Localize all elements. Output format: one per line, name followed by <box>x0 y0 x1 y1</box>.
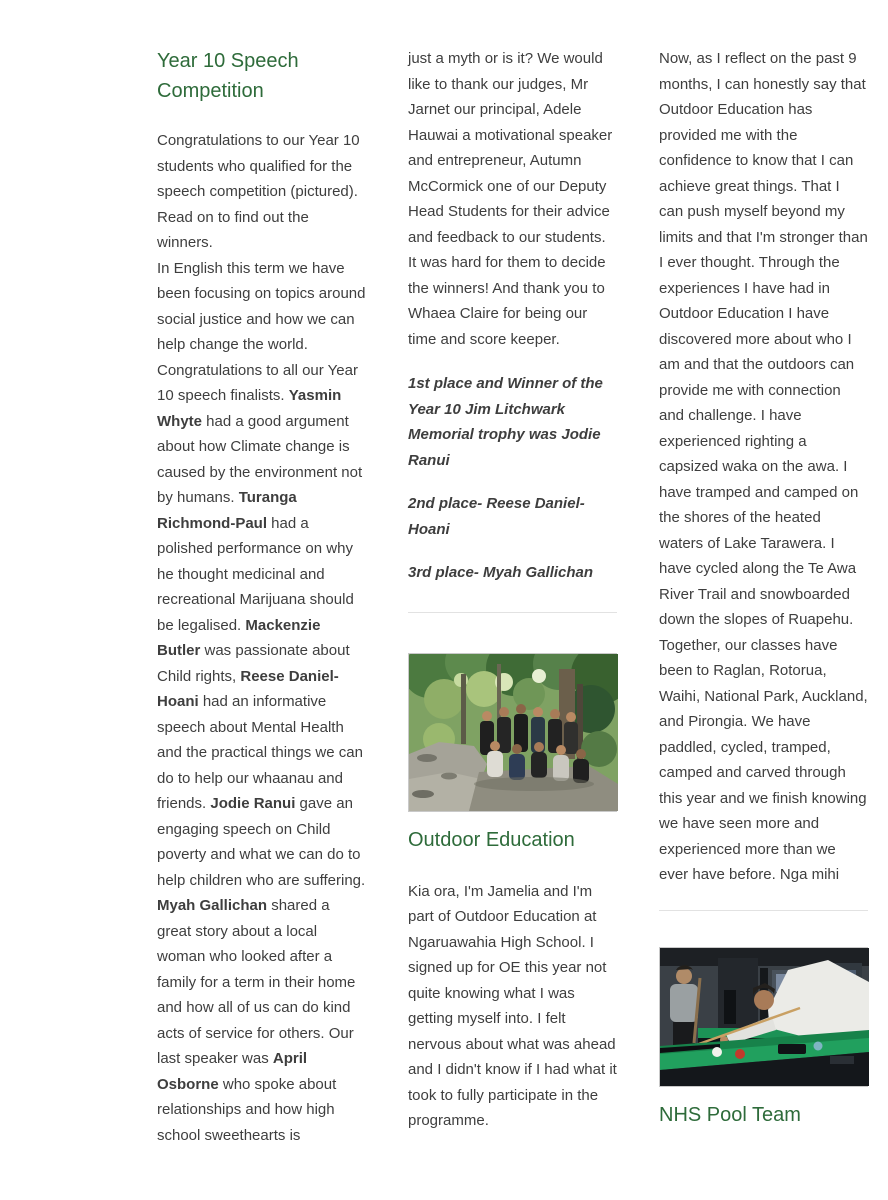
nhs-pool-team-heading: NHS Pool Team <box>659 1103 801 1126</box>
column-left <box>157 46 366 1167</box>
pool-player-photo-illustration <box>660 948 869 1086</box>
column-middle <box>408 46 617 1153</box>
year10-speech-heading: Year 10 Speech Competition <box>157 50 299 102</box>
section-divider <box>659 910 868 911</box>
speech-result-first-place: 1st place and Winner of the Year 10 Jim Litchwark Memorial trophy was Jodie Ranui <box>408 375 603 469</box>
speech-judges-paragraph: just a myth or is it? We would like to thank our judges, Mr Jarnet our principal, Adele Hauwai a motivational speaker and entrepreneur, Autumn McCormick one of our Deputy Head Students for their advice and feedback to our students. It was hard for them to decide the winners! And thank you to Whaea Claire for being our time and score keeper. <box>408 50 613 348</box>
outdoor-education-reflection-paragraph: Now, as I reflect on the past 9 months, I can honestly say that Outdoor Education has provided me with the confidence to know that I can achieve great things. That I can push myself beyond my limits and that I'm stronger than I ever thought. Through the experiences I have had in Outdoor Education I have discovered more about who I am and that the outdoors can provide me with connection and challenge. I have experienced righting a capsized waka on the awa. I have tramped and camped on the shores of the heated waters of Lake Tarawera. I have cycled along the Te Awa River Trail and snowboarded down the slopes of Ruapehu. Together, our classes have been to Raglan, Rotorua, Waihi, National Park, Auckland, and Pirongia. We have paddled, cycled, tramped, camped and carved through this year and we finish knowing we have seen more and experienced more than we ever have before. Nga mihi <box>659 50 868 883</box>
newsletter-columns <box>157 46 869 1167</box>
speech-result-third-place: 3rd place- Myah Gallichan <box>408 564 594 581</box>
forest-group-photo-illustration <box>409 654 618 811</box>
nhs-pool-team-photo <box>659 947 868 1087</box>
column-right <box>659 46 868 1130</box>
year10-speech-paragraph: Congratulations to our Year 10 students who qualified for the speech competition (pictured). Read on to find out the winners. In English this term we have been focusing on topics around social justice and how we can help change the world. Congratulations to all our Year 10 speech finalists. Yasmin Whyte had a good argument about how Climate change is caused by the environment not by humans. Turanga Richmond-Paul had a polished performance on why he thought medicinal and recreational Marijuana should be legalised. Mackenzie Butler was passionate about Child rights, Reese Daniel- Hoani had an informative speech about Mental Health and the practical things we can do to help our whaanau and friends. Jodie Ranui gave an engaging speech on Child poverty and what we can do to help children who are suffering. Myah Gallichan shared a great story about a local woman who looked after a family for a term in their home and how all of us can do kind acts of service for others. Our last speaker was April Osborne who spoke about relationships and how high school sweethearts is <box>157 132 366 1144</box>
section-divider <box>408 612 617 613</box>
outdoor-education-photo <box>408 653 617 812</box>
outdoor-education-paragraph: Kia ora, I'm Jamelia and I'm part of Outdoor Education at Ngaruawahia High School. I signed up for OE this year not quite knowing what I was getting myself into. I felt nervous about what was ahead and I didn't know if I had what it took to fully participate in the programme. <box>408 882 617 1129</box>
speech-result-second-place: 2nd place- Reese Daniel-Hoani <box>408 495 585 538</box>
outdoor-education-heading: Outdoor Education <box>408 828 575 851</box>
